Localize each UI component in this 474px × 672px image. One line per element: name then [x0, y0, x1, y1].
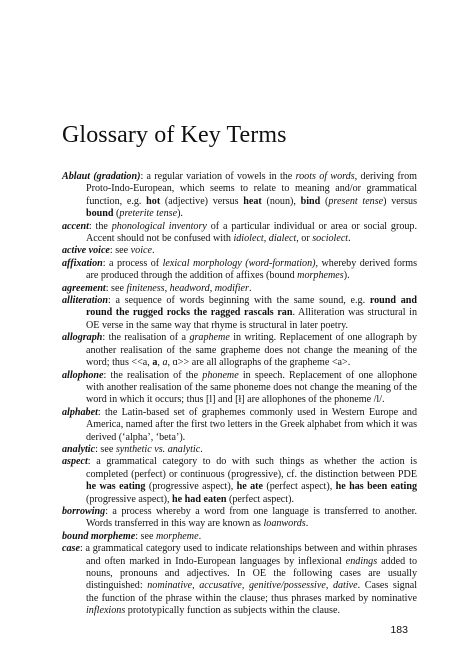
definition-text: accusative [199, 580, 242, 592]
definition-text: : the realisation of a [102, 332, 190, 344]
definition-text: : a process of [102, 257, 163, 269]
glossary-term: aspect [62, 456, 88, 468]
definition-text: : a sequence of words beginning with the same sound, e.g. [108, 295, 370, 307]
definition-text: preterite tense [119, 208, 178, 220]
definition-text: idiolect [233, 233, 264, 245]
definition-text: (progressive aspect), [86, 493, 173, 505]
glossary-entry [62, 444, 417, 456]
definition-text: roots of words [295, 171, 355, 182]
definition-text: synthetic vs. analytic [115, 443, 201, 455]
definition-text: , [209, 282, 215, 294]
definition-text: ). [177, 208, 183, 220]
glossary-entry [62, 221, 417, 246]
definition-text: he has been eating [335, 481, 417, 493]
definition-text: he had eaten [172, 493, 227, 505]
definition-text: bound [86, 208, 114, 220]
definition-text: ). [343, 270, 350, 282]
definition-text: . Alliteration was structural in OE verse in the same way that rhyme is structural in later poetry. [86, 307, 417, 331]
glossary-term: analytic [62, 443, 96, 455]
definition-text: of a particular individual or area or social group. Accent should not be confused with [86, 220, 418, 245]
glossary-term: borrowing [62, 505, 106, 517]
glossary-entry [62, 245, 417, 257]
definition-text: sociolect [312, 233, 349, 245]
glossary-entry [62, 543, 417, 617]
glossary-entry [62, 531, 417, 543]
definition-text: (adjective) versus [160, 195, 244, 207]
glossary-entry [62, 332, 417, 369]
definition-text: : the realisation of the [103, 369, 203, 381]
definition-text: phonological inventory [111, 220, 207, 232]
glossary-entry [62, 283, 417, 295]
definition-text: heat [243, 195, 262, 207]
definition-text: lexical morphology (word-formation) [162, 257, 316, 269]
definition-text: , [157, 357, 163, 369]
glossary-entry [62, 407, 417, 444]
definition-text: a [152, 357, 158, 369]
definition-text: . [248, 282, 252, 294]
definition-text: (progressive aspect), [145, 481, 237, 493]
definition-text: he was eating [86, 481, 146, 493]
definition-text: ( [320, 195, 329, 207]
definition-text: modifier [214, 282, 249, 294]
definition-text: , deriving from Proto-Indo-European, which seems to relate to meaning and/or grammatical function, e.g. [86, 171, 417, 207]
glossary-term: case [62, 543, 80, 555]
glossary-term: active voice [62, 245, 110, 257]
definition-text: , [241, 580, 249, 592]
page-title: Glossary of Key Terms [62, 122, 287, 148]
definition-text: hot [146, 195, 161, 207]
glossary-term: Ablaut (gradation) [62, 171, 141, 182]
definition-text: : the [88, 220, 112, 232]
definition-text: , [263, 233, 269, 245]
definition-text: : the Latin-based set of graphemes commonly used in Western Europe and America, named after the first two letters in the Greek alphabet from which it was derived (‘alpha’, ‘beta’). [86, 406, 418, 443]
definition-text: . Cases signal the function of the phrase within the clause; thus phrases marked by nominative [86, 580, 418, 604]
definition-text: finiteness [126, 282, 165, 294]
glossary-term: alliteration [62, 295, 108, 307]
definition-text: he ate [236, 481, 263, 493]
definition-text: , [164, 282, 170, 294]
definition-text: grapheme [189, 332, 230, 344]
definition-text: . [305, 518, 309, 530]
definition-text: , [325, 580, 333, 592]
definition-text: round and round the rugged rocks the ragged rascals ran [86, 295, 418, 319]
definition-text: : a grammatical category used to indicate relationships between and within phrases and often marked in Indo-European languages by inflexional [79, 543, 417, 567]
glossary-term: alphabet [62, 406, 98, 418]
definition-text: dative [332, 580, 358, 592]
definition-text: a [162, 357, 168, 369]
definition-text: ( [113, 208, 120, 220]
definition-text: , or [296, 233, 313, 245]
glossary-entry [62, 258, 417, 283]
definition-text: prototypically function as subjects within the clause. [125, 605, 340, 617]
definition-text: voice [130, 245, 152, 257]
definition-text: : see [105, 282, 127, 294]
definition-text: : a process whereby a word from one language is transferred to another. Words transferred in this way are known as [86, 505, 417, 530]
glossary-term: accent [62, 220, 89, 232]
definition-text: (noun), [261, 195, 301, 207]
definition-text: in writing. Replacement of one allograph by another realisation of the same grapheme does not change the meaning of the word; thus <<a, [86, 332, 417, 369]
glossary-entry [62, 171, 417, 221]
definition-text: endings [345, 555, 378, 567]
definition-text: morphemes [297, 270, 344, 282]
definition-text: . [348, 233, 351, 245]
glossary-term: agreement [62, 282, 106, 294]
definition-text: added to nouns, pronouns and adjectives. In OE the following cases are usually distinguished: [86, 555, 418, 592]
definition-text: dialect [268, 233, 297, 245]
definition-text: : see [109, 245, 131, 257]
definition-text: nominative [147, 580, 193, 592]
definition-text: headword [169, 282, 210, 294]
glossary-entry [62, 295, 417, 332]
glossary-term: allograph [62, 332, 103, 344]
glossary-term: bound morpheme [62, 530, 136, 542]
definition-text: loanwords [263, 518, 306, 530]
definition-text: bind [300, 195, 321, 207]
definition-text: phoneme [202, 369, 239, 381]
definition-text: : a regular variation of vowels in the [140, 171, 296, 182]
glossary-entry [62, 370, 417, 407]
page-number: 183 [390, 624, 408, 636]
definition-text: morpheme [155, 530, 199, 542]
definition-text: , [192, 580, 200, 592]
definition-text: : see [135, 530, 156, 542]
definition-text: inflexions [86, 605, 126, 617]
glossary-entry [62, 456, 417, 506]
definition-text: (perfect aspect). [226, 493, 294, 505]
glossary-entry [62, 506, 417, 531]
glossary-term: allophone [62, 369, 104, 381]
definition-text: : see [95, 443, 116, 455]
definition-text: . [200, 443, 203, 455]
definition-text: ) versus [383, 195, 417, 207]
definition-text: in speech. Replacement of one allophone with another realisation of the same phoneme does not change the meaning of the word in which it occurs; thus [l] and [ł] are allophones of the phoneme /l/. [86, 369, 417, 406]
definition-text: genitive/possessive [249, 580, 326, 592]
definition-text: . [151, 245, 155, 257]
definition-text: : a grammatical category to do with such things as whether the action is completed (perfect) or continuous (progressive), cf. the distinction between PDE [86, 456, 417, 480]
glossary-entries [62, 171, 417, 618]
definition-text: present tense [328, 195, 384, 207]
definition-text: , ɑ>> are all allographs of the grapheme <a>. [167, 357, 351, 369]
definition-text: , whereby derived forms are produced through the addition of affixes (bound [86, 257, 418, 282]
definition-text: (perfect aspect), [263, 481, 336, 493]
definition-text: . [198, 530, 202, 542]
glossary-term: affixation [62, 257, 103, 269]
